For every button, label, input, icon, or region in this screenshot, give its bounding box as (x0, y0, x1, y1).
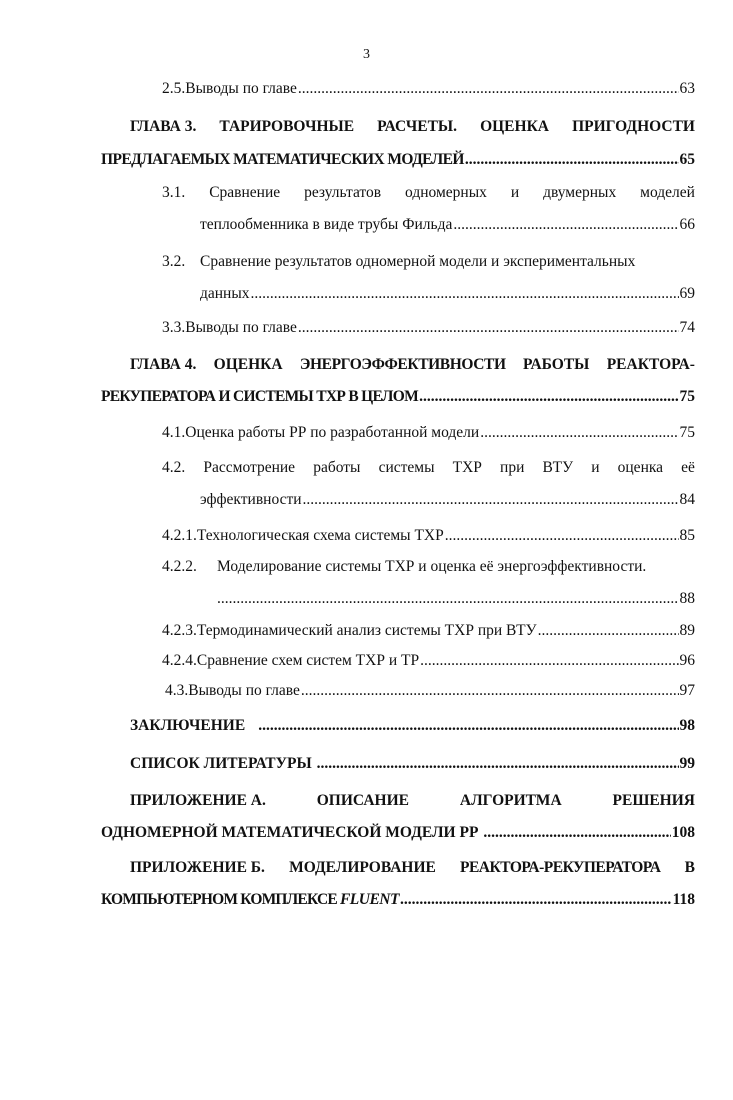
section-number: 3.1. (162, 184, 186, 201)
section-number: 4.2.1. (162, 527, 197, 544)
chapter-prefix: ГЛАВА 3. (130, 118, 197, 135)
page-ref: 97 (679, 682, 695, 699)
page-ref: 108 (671, 824, 695, 841)
dot-leader (538, 622, 679, 640)
toc-entry-4-2-line1 (162, 459, 695, 477)
dot-leader (480, 424, 678, 442)
toc-entry-2-5 (162, 80, 695, 98)
dot-leader (420, 652, 678, 670)
dot-leader (445, 527, 679, 545)
chapter-prefix: ГЛАВА 4. (130, 356, 197, 373)
section-number: 3.3. (162, 319, 186, 336)
toc-entry-4-2-line2 (200, 491, 695, 509)
dot-leader (419, 388, 678, 406)
toc-entry-3-1-line1 (162, 184, 695, 202)
toc-appendix-a-line2 (101, 824, 695, 842)
appendix-word: РЕАКТОРА-РЕКУПЕРАТОРА (460, 859, 661, 876)
appendix-word: В (684, 859, 695, 876)
title-word: её (681, 459, 695, 476)
toc-references (130, 755, 695, 773)
page-number: 3 (363, 47, 370, 62)
dot-leader (400, 891, 672, 909)
section-title: Термодинамический анализ системы ТХР при ВТУ (196, 622, 537, 639)
page-ref: 75 (679, 388, 695, 405)
title-word: оценка (617, 459, 664, 476)
dot-leader (251, 285, 679, 303)
page-ref: 88 (679, 590, 695, 607)
title-word: Рассмотрение (203, 459, 296, 476)
title-word: результатов (304, 184, 382, 201)
chapter-word: РЕАКТОРА- (606, 356, 695, 373)
page-ref: 69 (679, 285, 695, 302)
page-ref: 85 (679, 527, 695, 544)
toc-entry-4-2-2-line2 (217, 590, 695, 608)
toc-chapter-4-line2 (101, 388, 695, 406)
chapter-word: ПРИГОДНОСТИ (572, 118, 695, 135)
page-ref: 99 (679, 755, 695, 772)
page-ref: 89 (679, 622, 695, 639)
dot-leader (303, 491, 679, 509)
dot-leader (301, 682, 679, 700)
dot-leader (453, 216, 678, 234)
page-ref: 65 (679, 151, 695, 168)
title-word: одномерных (405, 184, 487, 201)
chapter-word: ТАРИРОВОЧНЫЕ (219, 118, 355, 135)
section-number: 4.2. (162, 459, 186, 476)
references-title: СПИСОК ЛИТЕРАТУРЫ (130, 755, 312, 772)
toc-entry-4-2-3 (162, 622, 695, 640)
title-word: работы (313, 459, 361, 476)
page-ref: 75 (679, 424, 695, 441)
section-title: Выводы по главе (185, 319, 297, 336)
toc-entry-3-2-line1 (162, 253, 695, 271)
section-number: 3.2. (162, 253, 186, 270)
section-title: теплообменника в виде трубы Фильда (200, 216, 453, 233)
toc-entry-3-1-line2 (200, 216, 695, 234)
title-word: ВТУ (542, 459, 574, 476)
toc-chapter-3-line1 (130, 118, 695, 136)
section-number: 4.2.4. (162, 652, 197, 669)
toc-entry-3-3 (162, 319, 695, 337)
title-word: и (510, 184, 520, 201)
page-ref: 66 (679, 216, 695, 233)
conclusion-title: ЗАКЛЮЧЕНИЕ (130, 717, 246, 734)
dot-leader (465, 151, 679, 169)
appendix-title: КОМПЬЮТЕРНОМ КОМПЛЕКСЕ (101, 891, 337, 908)
section-title: Выводы по главе (188, 682, 300, 699)
chapter-word: РАБОТЫ (522, 356, 590, 373)
appendix-word: ОПИСАНИЕ (316, 792, 409, 809)
page-ref: 118 (672, 891, 695, 908)
title-word: двумерных (543, 184, 617, 201)
toc-entry-4-2-2-line1 (162, 558, 695, 576)
chapter-title: РЕКУПЕРАТОРА И СИСТЕМЫ ТХР В ЦЕЛОМ (101, 388, 419, 405)
toc-entry-4-1 (162, 424, 695, 442)
appendix-word: МОДЕЛИРОВАНИЕ (289, 859, 436, 876)
section-number: 2.5. (162, 80, 186, 97)
section-title: Сравнение схем систем ТХР и ТР (196, 652, 420, 669)
dot-leader (217, 590, 679, 608)
dot-leader (483, 824, 670, 842)
toc-chapter-4-line1 (130, 356, 695, 374)
section-title: Технологическая схема системы ТХР (196, 527, 444, 544)
section-number: 4.1. (162, 424, 186, 441)
section-title: данных (200, 285, 250, 302)
title-word: и (591, 459, 600, 476)
toc-appendix-a-line1 (130, 792, 695, 810)
appendix-word: ПРИЛОЖЕНИЕ Б. (130, 859, 265, 876)
toc-appendix-b-line2 (101, 891, 695, 909)
appendix-word: ПРИЛОЖЕНИЕ А. (130, 792, 266, 809)
section-title: эффективности (200, 491, 302, 508)
section-title: Оценка работы РР по разработанной модели (185, 424, 480, 441)
toc-chapter-3-line2 (101, 151, 695, 169)
section-title: Сравнение результатов одномерной модели и экспериментальных (200, 253, 636, 270)
title-word: моделей (640, 184, 695, 201)
chapter-word: ОЦЕНКА (480, 118, 550, 135)
toc-conclusion (130, 717, 695, 735)
chapter-title: ПРЕДЛАГАЕМЫХ МАТЕМАТИЧЕСКИХ МОДЕЛЕЙ (101, 151, 464, 168)
title-word: при (500, 459, 525, 476)
section-title: Моделирование системы ТХР и оценка её энергоэффективности. (217, 558, 647, 575)
page-ref: 84 (679, 491, 695, 508)
appendix-word: РЕШЕНИЯ (612, 792, 695, 809)
toc-entry-4-3 (165, 682, 695, 700)
page-ref: 96 (679, 652, 695, 669)
dot-leader (298, 80, 679, 98)
software-name: FLUENT (339, 891, 399, 908)
page-ref: 74 (679, 319, 695, 336)
toc-entry-3-2-line2 (200, 285, 695, 303)
page-ref: 63 (679, 80, 695, 97)
chapter-word: ЭНЕРГОЭФФЕКТИВНОСТИ (299, 356, 506, 373)
section-title: Выводы по главе (185, 80, 297, 97)
toc-appendix-b-line1 (130, 859, 695, 877)
appendix-title: ОДНОМЕРНОЙ МАТЕМАТИЧЕСКОЙ МОДЕЛИ РР (101, 824, 479, 841)
page-ref: 98 (679, 717, 695, 734)
chapter-word: ОЦЕНКА (213, 356, 283, 373)
dot-leader (317, 755, 679, 773)
toc-entry-4-2-1 (162, 527, 695, 545)
title-word: Сравнение (209, 184, 281, 201)
appendix-word: АЛГОРИТМА (459, 792, 562, 809)
section-number: 4.2.3. (162, 622, 197, 639)
dot-leader (258, 717, 678, 735)
title-word: системы (378, 459, 435, 476)
toc-entry-4-2-4 (162, 652, 695, 670)
chapter-word: РАСЧЕТЫ. (377, 118, 458, 135)
title-word: ТХР (452, 459, 482, 476)
section-number: 4.2.2. (162, 558, 197, 575)
dot-leader (298, 319, 679, 337)
section-number: 4.3. (165, 682, 189, 699)
